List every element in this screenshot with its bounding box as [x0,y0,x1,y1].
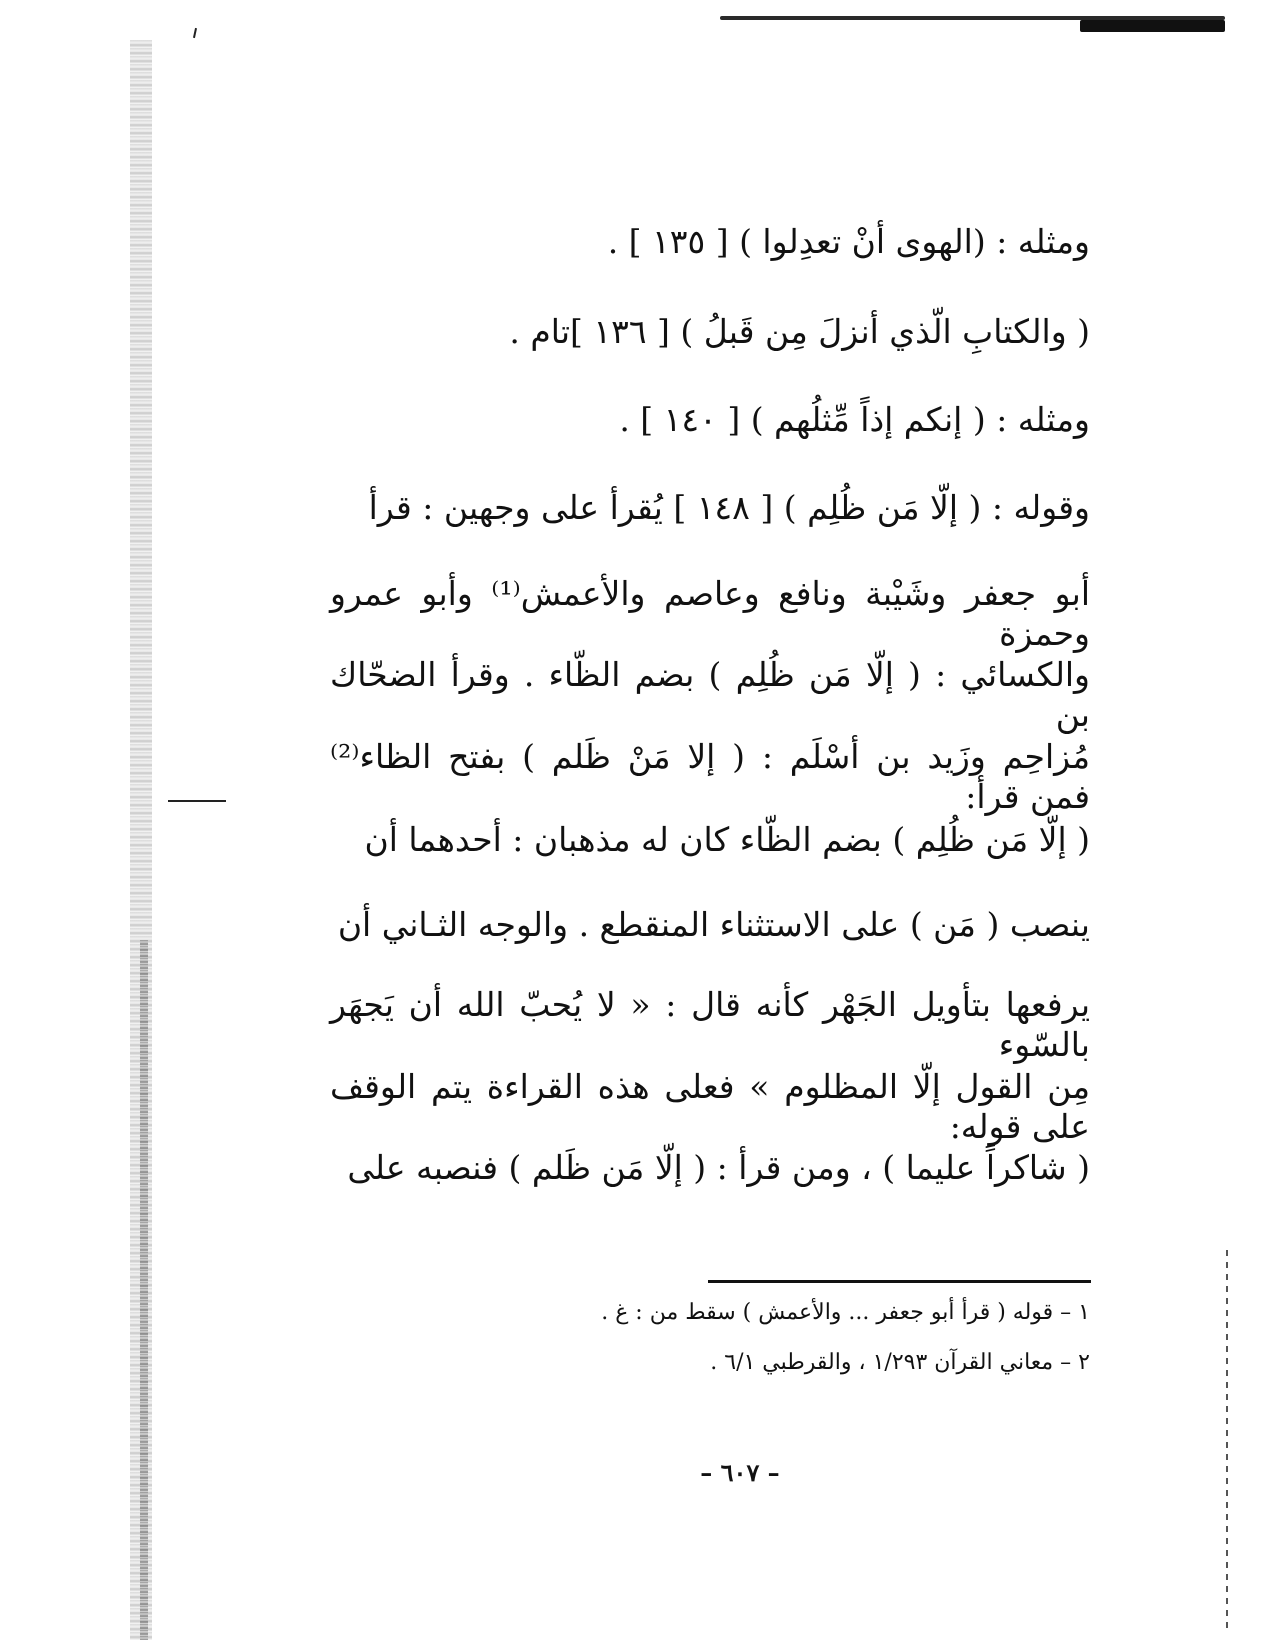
text-line: ينصب ( مَن ) على الاستثناء المنقطع . والوجه الثـاني أن [337,905,1090,944]
scan-left-edge-dark [140,940,148,1640]
footnote: ٢ – معاني القرآن ١/٢٩٣ ، والقرطبي ٦/١ . [710,1350,1090,1375]
text-line: وقوله : ( إلّا مَن ظُلِم ) [ ١٤٨ ] يُقرأ على وجهين : قرأ [368,488,1090,527]
text-line: ومثله : ( إنكم إذاً مِّثلُهم ) [ ١٤٠ ] . [619,400,1090,439]
scan-right-edge [1226,1250,1228,1630]
footnote-rule [708,1280,1091,1283]
text-line: مُزاحِم وزَيد بن أسْلَم : ( إلا مَنْ ظَلم ) بفتح الظاء⁽²⁾ فمن قرأ: [330,737,1090,816]
text-line: والكسائي : ( إلّا مَن ظُلِم ) بضم الظّاء . وقرأ الضحّاك بن [330,655,1090,734]
scan-mark [193,28,197,38]
text-line: مِن القول إلّا المظلوم » فعلى هذه القراءة يتم الوقف على قوله: [330,1067,1090,1146]
footnote: ١ – قوله ( قرأ أبو جعفر ... والأعمش ) سقط من : غ . [601,1300,1090,1325]
scan-left-mark [168,800,226,802]
scan-top-bar [1080,20,1225,32]
text-line: ومثله : (الهوى أنْ تعدِلوا ) [ ١٣٥ ] . [607,222,1090,261]
text-line: أبو جعفر وشَيْبة ونافع وعاصم والأعمش⁽¹⁾ وأبو عمرو وحمزة [330,574,1090,653]
text-line: ( والكتابِ الّذي أنزلَ مِن قَبلُ ) [ ١٣٦ ]تام . [509,312,1090,351]
page-number: – ٦٠٧ – [700,1458,780,1487]
text-line: ( شاكراً عليما ) ، ومن قرأ : ( إلّا مَن ظَلم ) فنصبه على [347,1148,1090,1187]
text-line: يرفعها بتأويل الجَهْر كأنه قال : « لا يُحبّ الله أن يَجهَر بالسّوء [330,985,1090,1064]
text-line: ( إلّا مَن ظُلِم ) بضم الظّاء كان له مذهبان : أحدهما أن [364,820,1090,859]
